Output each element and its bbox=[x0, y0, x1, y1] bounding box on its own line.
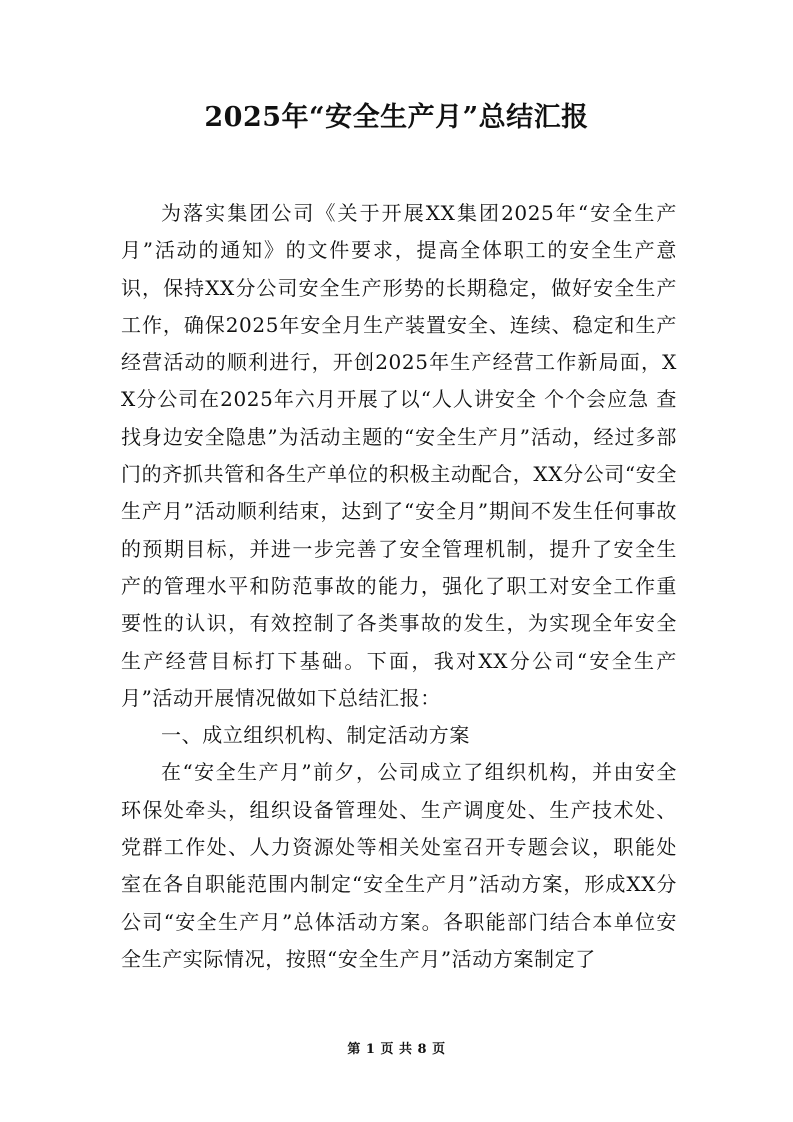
document-body bbox=[121, 195, 677, 978]
intro-paragraph: 为落实集团公司《关于开展XX集团2025年“安全生产月”活动的通知》的文件要求，提高全体职工的安全生产意识，保持XX分公司安全生产形势的长期稳定，做好安全生产工作，确保2025年安全月生产装置安全、连续、稳定和生产经营活动的顺利进行，开创2025年生产经营工作新局面，XX分公司在2025年六月开展了以“人人讲安全 个个会应急 查找身边安全隐患”为活动主题的“安全生产月”活动，经过多部门的齐抓共管和各生产单位的积极主动配合，XX分公司“安全生产月”活动顺利结束，达到了“安全月”期间不发生任何事故的预期目标，并进一步完善了安全管理机制，提升了安全生产的管理水平和防范事故的能力，强化了职工对安全工作重要性的认识，有效控制了各类事故的发生，为实现全年安全生产经营目标打下基础。下面，我对XX分公司“安全生产月”活动开展情况做如下总结汇报： bbox=[121, 201, 677, 710]
section-1-paragraph: 在“安全生产月”前夕，公司成立了组织机构，并由安全环保处牵头，组织设备管理处、生产调度处、生产技术处、党群工作处、人力资源处等相关处室召开专题会议，职能处室在各自职能范围内制定“安全生产月”活动方案，形成XX分公司“安全生产月”总体活动方案。各职能部门结合本单位安全生产实际情况，按照“安全生产月”活动方案制定了 bbox=[121, 760, 677, 971]
section-1-heading: 一、成立组织机构、制定活动方案 bbox=[161, 723, 470, 748]
document-title: 2025年“安全生产月”总结汇报 bbox=[204, 102, 589, 133]
page-number-label: 第 1 页 共 8 页 bbox=[347, 1042, 446, 1057]
page-footer bbox=[0, 1041, 793, 1059]
